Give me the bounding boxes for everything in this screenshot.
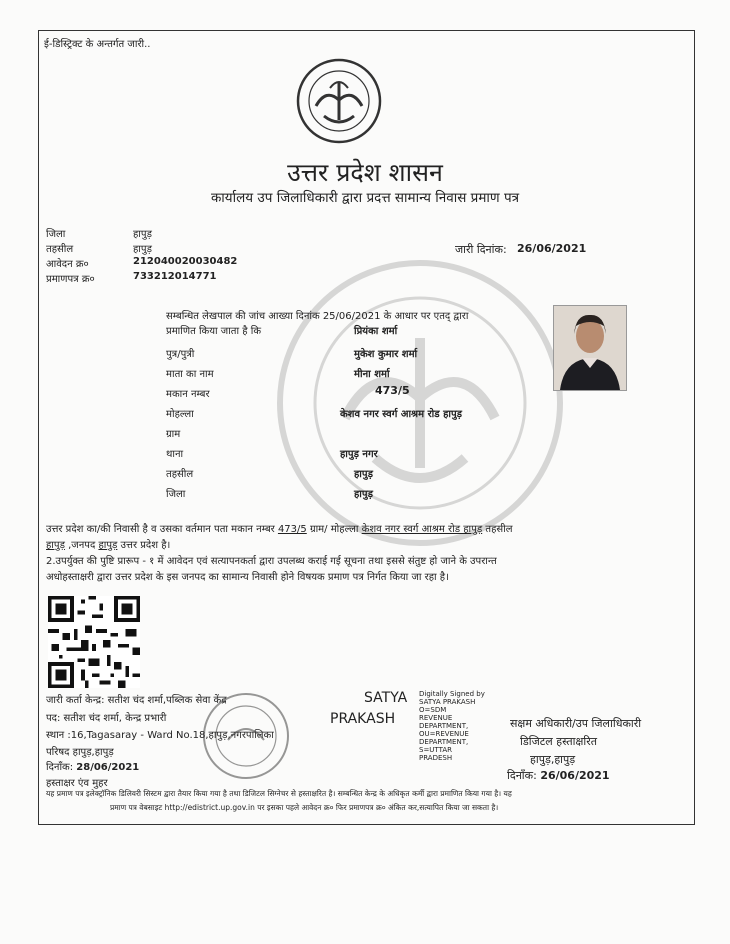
detail-value: मुकेश कुमार शर्मा xyxy=(354,349,418,360)
issue-date-label: जारी दिनांक: xyxy=(455,243,507,256)
detail-label: माता का नाम xyxy=(166,369,214,380)
issuer-date: दिनाँक: 28/06/2021 xyxy=(46,762,140,773)
body-paragraph-1: उत्तर प्रदेश का/की निवासी है व उसका वर्तमान पता मकान नम्बर 473/5 ग्राम/ मोहल्ला केशव नगर स्वर्ग आश्रम रोड हापुड़ तहसील xyxy=(46,524,513,535)
body-paragraph-1-cont: हापुड़ ,जनपद हापुड़ उत्तर प्रदेश है। xyxy=(46,540,171,551)
digital-signature-block: Digitally Signed by SATYA PRAKASH O=SDM REVENUE DEPARTMENT, OU=REVENUE DEPARTMENT, S=UTTAR PRADESH xyxy=(419,690,485,762)
issue-date: 26/06/2021 xyxy=(517,242,587,255)
detail-label: पुत्र/पुत्री xyxy=(166,349,195,360)
application-number: 212040020030482 xyxy=(133,256,238,267)
certificate-number-label: प्रमाणपत्र क्र० xyxy=(46,274,95,285)
certificate-title: उत्तर प्रदेश शासन xyxy=(287,158,443,187)
issuer-line-4: परिषद हापुड़,हापुड़ xyxy=(46,747,114,758)
tehsil-value: हापुड़ xyxy=(133,244,152,255)
district-value: हापुड़ xyxy=(133,229,152,240)
issuer-line-2: पद: सतीश चंद शर्मा, केन्द्र प्रभारी xyxy=(46,713,167,724)
applicant-photo xyxy=(553,305,627,391)
detail-value: मीना शर्मा xyxy=(354,369,390,380)
signatory-name-1: SATYA xyxy=(364,690,408,706)
application-label: आवेदन क्र० xyxy=(46,259,89,270)
detail-label: मकान नम्बर xyxy=(166,389,210,400)
footer-note-2: प्रमाण पत्र वेबसाइट http://edistrict.up.gov.in पर इसका पहले आवेदन क्र० फिर प्रमाणपत्र क्र० अंकित कर,सत्यापित किया जा सकता है। xyxy=(110,803,499,812)
detail-value: हापुड़ xyxy=(354,489,373,500)
detail-label: थाना xyxy=(166,449,184,460)
detail-value: हापुड़ नगर xyxy=(340,449,378,460)
details-intro-2: प्रमाणित किया जाता है कि xyxy=(166,326,262,337)
applicant-name: प्रियंका शर्मा xyxy=(354,326,398,337)
top-note: ई-डिस्ट्रिक्ट के अन्तर्गत जारी.. xyxy=(44,39,151,50)
issuer-sign-label: हस्ताक्षर एंव मुहर xyxy=(46,778,108,789)
tehsil-label: तहसील xyxy=(46,244,74,255)
body-paragraph-2-cont: अधोहस्ताक्षरी द्वारा उत्तर प्रदेश के इस जनपद का सामान्य निवासी होने विषयक प्रमाण पत्र निर्गत किया जा रहा है। xyxy=(46,572,449,583)
qr-code xyxy=(48,596,140,688)
details-intro-1: सम्बन्धित लेखपाल की जांच आख्या दिनांक 25/06/2021 के आधार पर एतद् द्वारा xyxy=(166,311,469,322)
authority-digital: डिजिटल हस्ताक्षरित xyxy=(520,735,597,748)
detail-value: केशव नगर स्वर्ग आश्रम रोड हापुड़ xyxy=(340,409,463,420)
body-paragraph-2: 2.उपर्युक्त की पुष्टि प्रारूप - १ में आवेदन एवं सत्यापनकर्ता द्वारा उपलब्ध कराई गई सूचना तथा इससे संतुष्ट हो जाने के उपरान्त xyxy=(46,556,497,567)
detail-value: हापुड़ xyxy=(354,469,373,480)
authority-date: दिनाँक: 26/06/2021 xyxy=(507,769,610,782)
detail-label: तहसील xyxy=(166,469,194,480)
watermark-emblem xyxy=(275,258,565,548)
district-label: जिला xyxy=(46,229,66,240)
detail-label: मोहल्ला xyxy=(166,409,194,420)
signatory-name-2: PRAKASH xyxy=(330,711,396,727)
certificate-subtitle: कार्यालय उप जिलाधिकारी द्वारा प्रदत्त सामान्य निवास प्रमाण पत्र xyxy=(210,190,520,206)
issuer-line-1: जारी कर्ता केन्द्र: सतीश चंद शर्मा,पब्लिक सेवा केंद्र xyxy=(46,695,227,706)
detail-value: 473/5 xyxy=(375,384,410,397)
detail-label: ग्राम xyxy=(166,429,181,440)
authority-place: हापुड़,हापुड़ xyxy=(530,753,576,766)
office-stamp xyxy=(200,690,292,782)
issuer-line-3: स्थान :16,Tagasaray - Ward No.18,हापुड़,नगरपालिका xyxy=(46,730,274,741)
up-emblem-logo xyxy=(296,58,382,144)
footer-note-1: यह प्रमाण पत्र इलेक्ट्रॉनिक डिलिवरी सिस्टम द्वारा तैयार किया गया है तथा डिजिटल सिग्नेचर से हस्ताक्षरित है। सम्बन्धित केन्द्र के अधिकृत कर्मी द्वारा प्रमाणित किया गया है। यह xyxy=(46,789,512,798)
detail-label: जिला xyxy=(166,489,186,500)
authority-title: सक्षम अधिकारी/उप जिलाधिकारी xyxy=(510,717,642,730)
certificate-number: 733212014771 xyxy=(133,271,217,282)
